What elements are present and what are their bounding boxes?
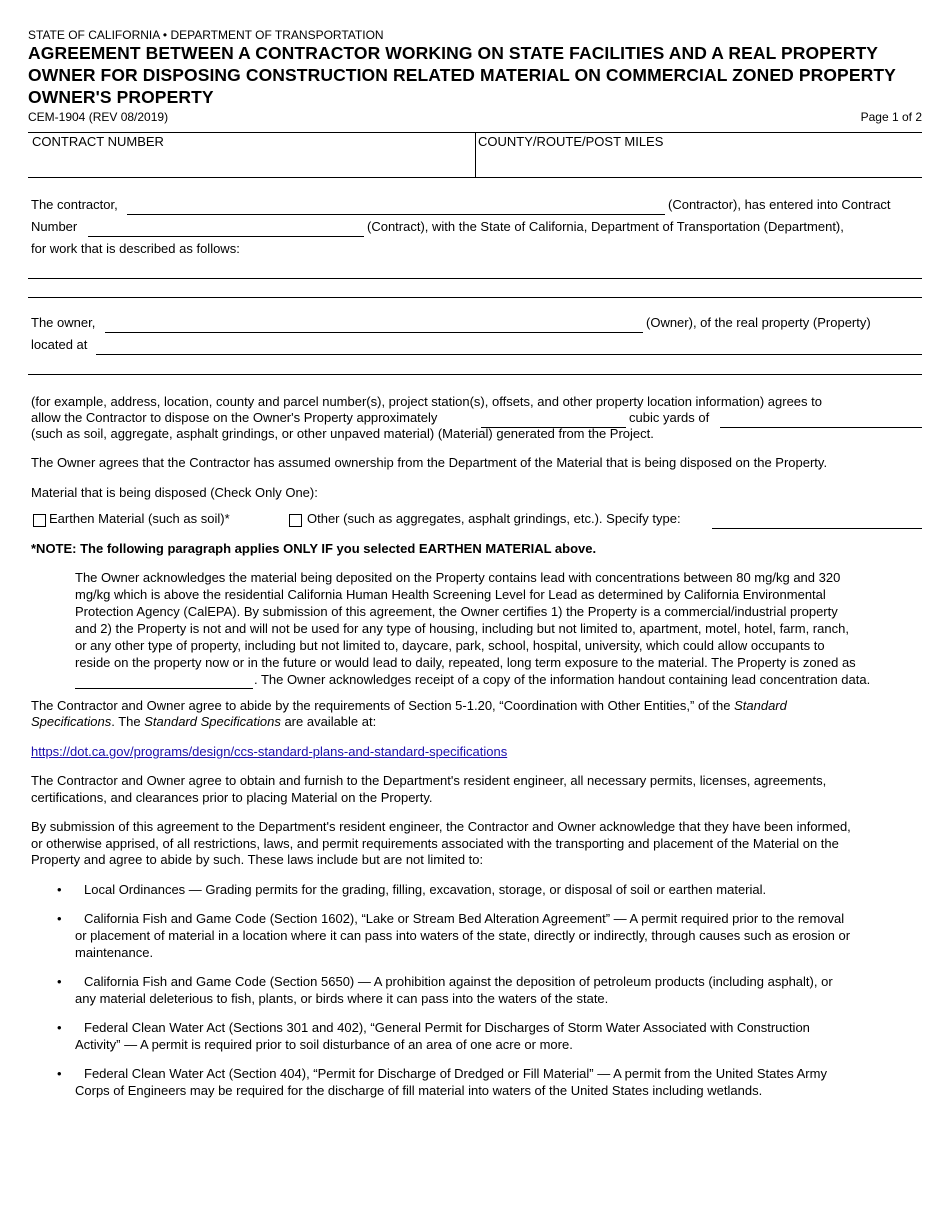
lead-paragraph-last: . The Owner acknowledges receipt of a copy of the information handout containing lead concentration data. (254, 672, 871, 687)
standard-specs-mid: . The (111, 714, 145, 729)
earthen-material-checkbox[interactable] (33, 514, 46, 527)
list-item-continued: any material deleterious to fish, plants, or birds where it can pass into the waters of the state. (75, 991, 609, 1006)
list-item: Federal Clean Water Act (Sections 301 and 402), “General Permit for Discharges of Storm Water Associated with Construction (84, 1020, 810, 1035)
permits-line-2: certifications, and clearances prior to placing Material on the Property. (31, 790, 433, 805)
contractor-suffix: (Contractor), has entered into Contract (668, 197, 891, 212)
property-paragraph-line-3: (such as soil, aggregate, asphalt grindings, or other unpaved material) (Material) generated from the Project. (31, 426, 654, 441)
bullet-symbol: • (57, 1020, 62, 1035)
permits-line-1: The Contractor and Owner agree to obtain and furnish to the Department's resident engineer, all necessary permits, licenses, agreements, (31, 773, 827, 788)
form-title: AGREEMENT BETWEEN A CONTRACTOR WORKING ON STATE FACILITIES AND A REAL PROPERTY OWNER FOR DISPOSING CONSTRUCTION RELATED MATERIAL ON COMMERCIAL ZONED PROPERTY OWNER'S PROPERTY (28, 43, 896, 107)
lead-paragraph-line-2: mg/kg which is above the residential California Human Health Screening Level for Lead as determined by California Environmental (75, 587, 826, 602)
located-prefix: located at (31, 337, 88, 352)
contract-number-inline-input[interactable] (88, 219, 364, 237)
laws-line-1: By submission of this agreement to the Department's resident engineer, the Contractor and Owner acknowledge that they have been informed, (31, 819, 851, 834)
lead-paragraph-line-4: and 2) the Property is not and will not be used for any type of housing, including but not limited to, apartment, motel, hotel, farm, ranch, (75, 621, 849, 636)
standard-specs-line-2 (31, 714, 376, 730)
standard-specs-line-1 (31, 698, 787, 714)
contract-number-label: CONTRACT NUMBER (32, 134, 164, 149)
contractor-name-input[interactable] (127, 197, 665, 215)
standard-specs-suffix: are available at: (280, 714, 377, 729)
earthen-note: *NOTE: The following paragraph applies ONLY IF you selected EARTHEN MATERIAL above. (31, 541, 597, 556)
property-paragraph-line-2-prefix: allow the Contractor to dispose on the Owner's Property approximately (31, 410, 438, 425)
work-description-label: for work that is described as follows: (31, 241, 240, 256)
list-item-continued: or placement of material in a location where it can pass into waters of the state, directly or indirectly, through causes such as erosion or (75, 928, 851, 943)
lead-paragraph-line-6: reside on the property now or in the future or would lead to daily, repeated, long term exposure to the material. The Property is zoned as (75, 655, 856, 670)
list-item: California Fish and Game Code (Section 1602), “Lake or Stream Bed Alteration Agreement” — A permit required prior to the removal (84, 911, 845, 926)
owner-name-input[interactable] (105, 315, 643, 333)
property-location-input-1[interactable] (96, 337, 922, 355)
list-item: Federal Clean Water Act (Section 404), “Permit for Discharge of Dredged or Fill Material” — A permit from the United States Army (84, 1066, 827, 1081)
other-material-type-input[interactable] (712, 511, 922, 529)
list-item-continued: Activity” — A permit is required prior to soil disturbance of an area of one acre or more. (75, 1037, 573, 1052)
standard-specs-link[interactable]: https://dot.ca.gov/programs/design/ccs-standard-plans-and-standard-specifications (31, 744, 508, 759)
bullet-symbol: • (57, 882, 62, 897)
laws-line-2: or otherwise apprised, of all restrictions, laws, and permit requirements associated with the transporting and placement of the Material on the (31, 836, 839, 851)
ownership-statement: The Owner agrees that the Contractor has assumed ownership from the Department of the Material that is being disposed on the Property. (31, 455, 828, 470)
owner-suffix: (Owner), of the real property (Property) (646, 315, 871, 330)
work-description-line-1[interactable] (28, 261, 922, 279)
other-material-checkbox[interactable] (289, 514, 302, 527)
county-route-label: COUNTY/ROUTE/POST MILES (478, 134, 664, 149)
work-description-line-2[interactable] (28, 280, 922, 298)
property-paragraph-line-2-mid: cubic yards of (629, 410, 710, 425)
other-material-label: Other (such as aggregates, asphalt grindings, etc.). Specify type: (307, 511, 681, 526)
lead-paragraph-line-5: or any other type of property, including but not limited to, daycare, park, school, hospital, university, which could allow occupants to (75, 638, 825, 653)
property-location-input-2[interactable] (28, 357, 922, 375)
standard-specs-link-wrap (31, 744, 507, 760)
number-suffix: (Contract), with the State of California, Department of Transportation (Department), (367, 219, 844, 234)
contract-number-input[interactable] (32, 153, 472, 171)
list-item: California Fish and Game Code (Section 5650) — A prohibition against the deposition of petroleum products (including asphalt), or (84, 974, 833, 989)
bullet-symbol: • (57, 911, 62, 926)
standard-specifications-italic: Standard Specifications (144, 714, 281, 729)
laws-line-3: Property and agree to abide by such. These laws include but are not limited to: (31, 852, 484, 867)
number-prefix: Number (31, 219, 78, 234)
material-prompt: Material that is being disposed (Check Only One): (31, 485, 318, 500)
agency-header: STATE OF CALIFORNIA • DEPARTMENT OF TRANSPORTATION (28, 28, 384, 42)
zoning-input[interactable] (75, 671, 253, 689)
lead-paragraph-line-3: Protection Agency (CalEPA). By submission of this agreement, the Owner certifies 1) the Property is a commercial/industrial property (75, 604, 838, 619)
specifications-italic: Specifications (31, 714, 112, 729)
owner-prefix: The owner, (31, 315, 96, 330)
lead-paragraph-line-1: The Owner acknowledges the material being deposited on the Property contains lead with concentrations between 80 mg/kg and 320 (75, 570, 841, 585)
property-paragraph-line-1: (for example, address, location, county and parcel number(s), project station(s), offsets, and other property location information) agrees to (31, 394, 822, 409)
list-item: Local Ordinances — Grading permits for the grading, filling, excavation, storage, or disposal of soil or earthen material. (84, 882, 767, 897)
standard-specs-italic: Standard (734, 698, 787, 713)
list-item-continued: maintenance. (75, 945, 154, 960)
bullet-symbol: • (57, 974, 62, 989)
contractor-prefix: The contractor, (31, 197, 118, 212)
material-type-input[interactable] (720, 410, 922, 428)
box-divider (475, 133, 476, 178)
earthen-material-label: Earthen Material (such as soil)* (49, 511, 230, 526)
list-item-continued: Corps of Engineers may be required for the discharge of fill material into waters of the United States including wetlands. (75, 1083, 763, 1098)
form-number: CEM-1904 (REV 08/2019) (28, 110, 169, 124)
standard-specs-text: The Contractor and Owner agree to abide by the requirements of Section 5-1.20, “Coordination with Other Entities,” of the (31, 698, 735, 713)
bullet-symbol: • (57, 1066, 62, 1081)
county-route-input[interactable] (478, 153, 918, 171)
page-number: Page 1 of 2 (860, 110, 922, 124)
